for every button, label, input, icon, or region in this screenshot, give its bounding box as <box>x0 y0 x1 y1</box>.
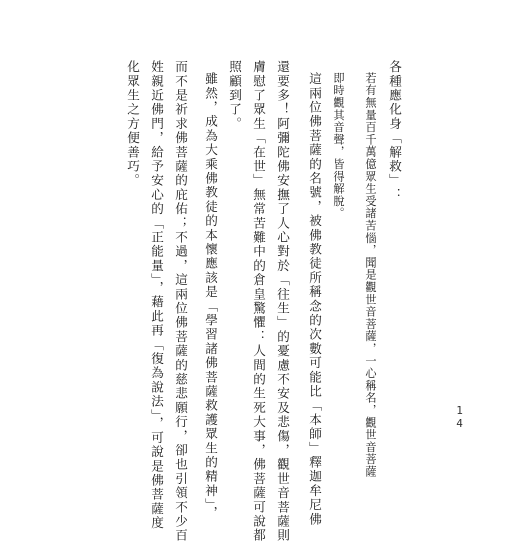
quote-column-2: 即時觀其音聲，皆得解脫。 <box>332 72 345 220</box>
quote-column-1: 若有無量百千萬億眾生受諸苦惱，聞是觀世音菩薩，一心稱名，觀世音菩薩 <box>364 72 377 478</box>
text-column-4: 膚慰了眾生「在世」無常苦難中的倉皇驚懼：人間的生死大事，佛菩薩可說都 <box>251 60 266 543</box>
text-column-1: 各種應化身「解救」： <box>387 60 402 202</box>
text-column-5: 照顧到了。 <box>227 60 242 131</box>
page-number <box>453 404 466 430</box>
text-column-2: 這兩位佛菩薩的名號，被佛教徒所稱念的次數可能比「本師」釋迦牟尼佛 <box>307 72 322 527</box>
text-column-7: 而不是祈求佛菩薩的庇佑；不過，這兩位佛菩薩的慈悲願行，卻也引領不少百 <box>173 60 188 543</box>
page-number-text: 14 <box>453 404 466 430</box>
text-column-8: 姓親近佛門，給予安心的「正能量」，藉此再「復為說法」，可說是佛菩薩度 <box>149 60 164 531</box>
text-column-9: 化眾生之方便善巧。 <box>125 60 140 188</box>
text-column-3: 還要多！阿彌陀佛安撫了人心對於「往生」的憂慮不安及悲傷，觀世音菩薩則 <box>275 60 290 543</box>
vertical-text-body <box>114 60 402 543</box>
text-column-6: 雖然，成為大乘佛教徒的本懷應該是「學習諸佛菩薩救護眾生的精神」， <box>203 72 218 521</box>
